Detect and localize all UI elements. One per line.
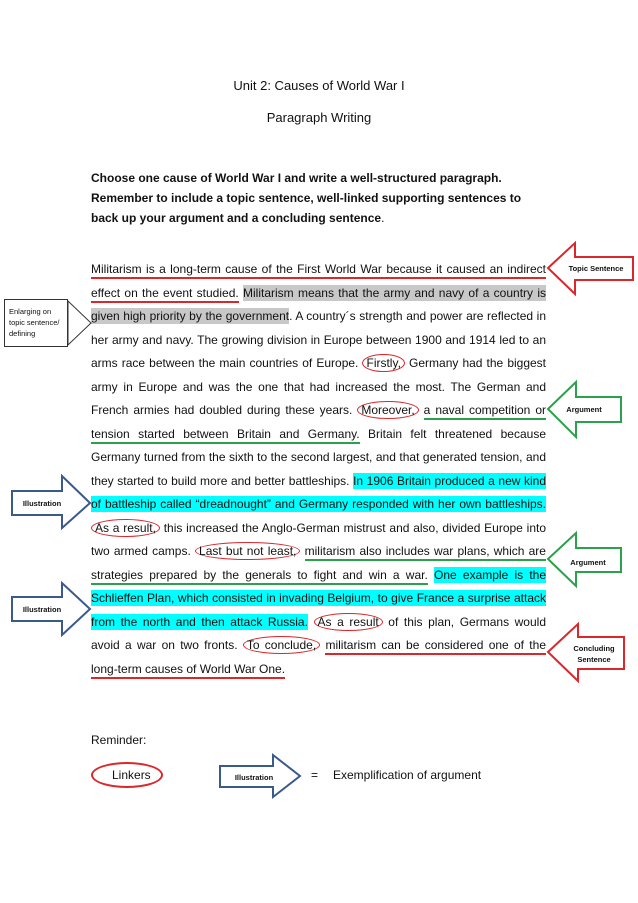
paragraph-text-4: this increased the Anglo-German mistrust and also, divided Europe into two armed camps. xyxy=(91,520,546,558)
equals-sign: = xyxy=(311,768,319,782)
reminder-illustration-arrow xyxy=(220,755,300,797)
illustration-arrow-1 xyxy=(12,476,90,528)
linker-as-a-result-1: As a result, xyxy=(91,519,160,537)
exemplification-text: Exemplification of argument xyxy=(333,768,482,782)
argument-sentence-1: a naval competition or tension started between Britain and Germany. xyxy=(91,402,546,444)
definition-sentence: Militarism means that the army and navy of a country is given high priority by the government xyxy=(91,285,546,323)
argument-arrow-1 xyxy=(548,382,621,437)
page-title: Unit 2: Causes of World War I xyxy=(233,78,405,93)
reminder-illustration-label: Illustration xyxy=(234,773,274,782)
argument-arrow-2 xyxy=(548,533,621,586)
page-subtitle: Paragraph Writing xyxy=(266,110,372,125)
enlarging-callout: Enlarging on topic sentence/ defining xyxy=(4,299,68,347)
topic-sentence: Militarism is a long-term cause of the First World War because it caused an indirect effect on the event studied. xyxy=(91,261,546,303)
paragraph-text-3: Britain felt threatened because Germany turned from the sixth to the second largest, and that generated tension, and they started to build more and better battleships. xyxy=(91,426,547,488)
linkers-label: Linkers xyxy=(112,768,151,782)
paragraph-text-1: . A country´s strength and power are reflected in her army and navy. The growing division in Europe between 1900 and 1914 led to an arms race between the main countries of Europe. xyxy=(91,309,546,370)
paragraph-text-5: of this plan, Germans would avoid a war on two fronts. xyxy=(91,614,546,652)
linker-as-a-result-2: As a result xyxy=(314,613,383,631)
illustration-sentence-2: One example is the Schlieffen Plan, which consisted in invading Belgium, to give France a surprise attack from the north and then attack Russia. xyxy=(91,567,547,629)
concluding-sentence: militarism can be considered one of the long-term causes of World War One. xyxy=(91,637,546,679)
illustration-label-1: Illustration xyxy=(22,499,62,508)
illustration-arrow-2 xyxy=(12,583,90,635)
argument-sentence-2: militarism also includes war plans, which are strategies prepared by the generals to fight and win a war. xyxy=(91,543,546,585)
illustration-sentence-1: In 1906 Britain produced a new kind of battleship called “dreadnought” and Germany responded with her own battleships. xyxy=(91,473,547,511)
argument-label-2: Argument xyxy=(570,558,606,567)
instructions-text: Choose one cause of World War I and write a well-structured paragraph. Remember to include a topic sentence, well-linked supporting sentences to back up your argument and a concluding sentence xyxy=(91,171,522,225)
linker-to-conclude: To conclude, xyxy=(243,636,320,654)
linker-firstly: Firstly, xyxy=(362,354,404,372)
enlarging-callout-pointer xyxy=(68,301,91,345)
illustration-label-2: Illustration xyxy=(22,605,62,614)
concluding-label-line2: Sentence xyxy=(577,655,611,664)
topic-sentence-arrow xyxy=(548,243,633,294)
reminder-label: Reminder: xyxy=(91,733,147,747)
linker-moreover: Moreover, xyxy=(357,401,418,419)
paragraph-text-2: Germany had the biggest army in Europe and was the one that had increased the most. The German and French armies had doubled during these years. xyxy=(91,356,547,417)
topic-sentence-label: Topic Sentence xyxy=(568,264,624,273)
linker-last-but-not-least: Last but not least, xyxy=(195,542,300,560)
concluding-sentence-arrow xyxy=(548,624,624,681)
concluding-label-line1: Concluding xyxy=(573,644,615,653)
argument-label-1: Argument xyxy=(566,405,602,414)
instructions-period: . xyxy=(381,211,385,225)
